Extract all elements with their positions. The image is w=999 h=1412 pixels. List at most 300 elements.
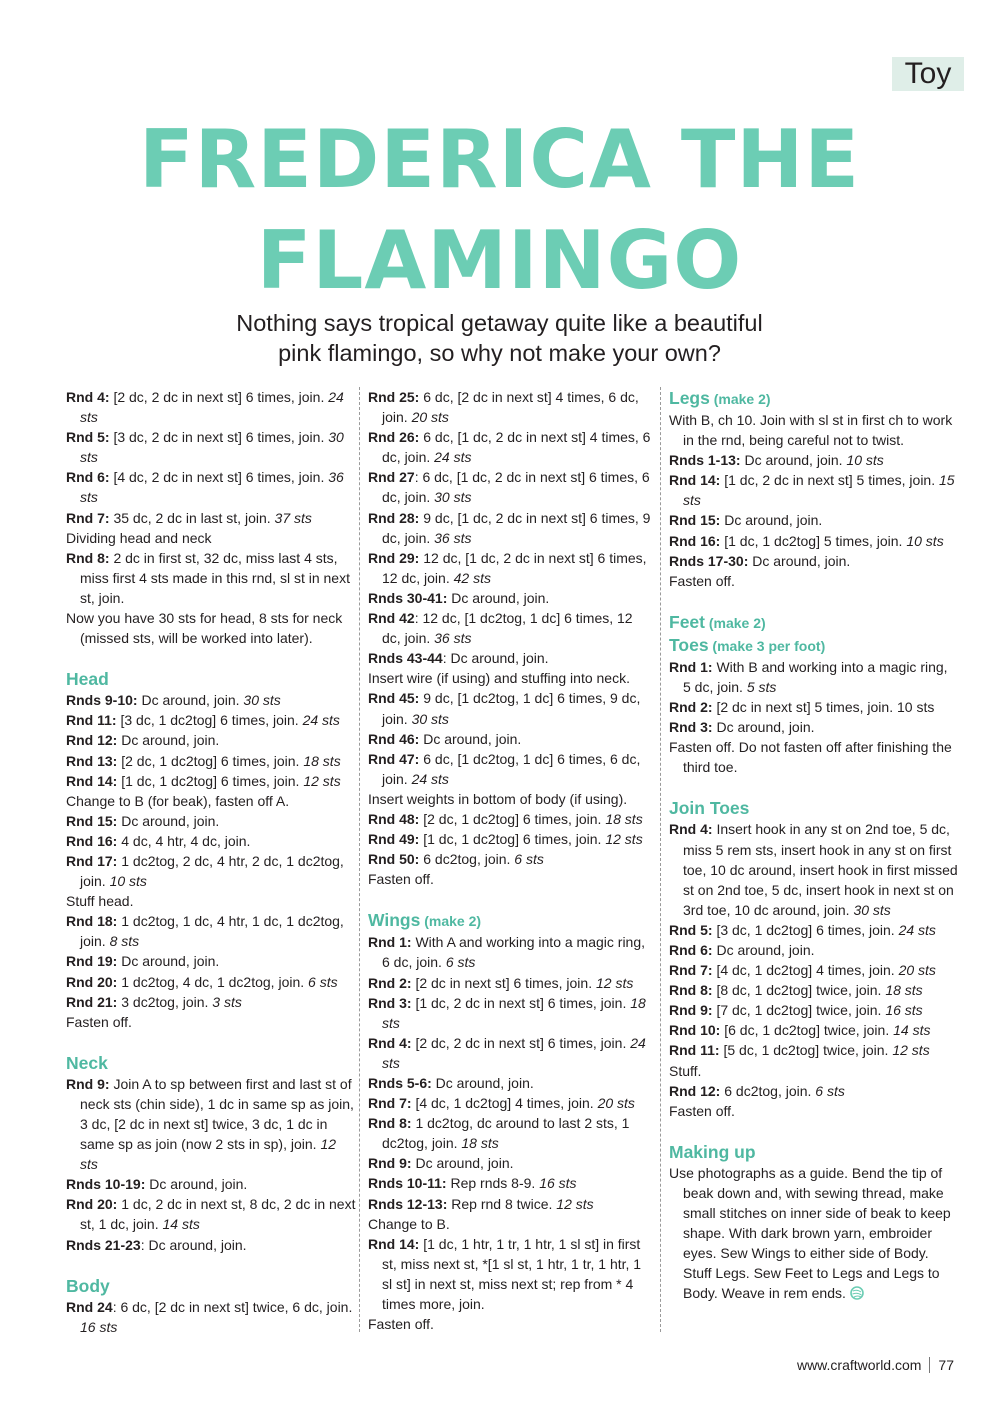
instruction-text: 1 dc, 2 dc in next st, 8 dc, 2 dc in next st, 1 dc, join. xyxy=(80,1196,356,1233)
pattern-row xyxy=(669,960,959,980)
instruction-text: 1 dc2tog, 2 dc, 4 htr, 2 dc, 1 dc2tog, join. xyxy=(80,852,344,890)
instruction-text: : Dc around, join. xyxy=(442,650,549,667)
instruction-text: [5 dc, 1 dc2tog] twice, join. xyxy=(719,1042,893,1059)
stitch-count: 18 sts xyxy=(461,1135,499,1152)
stitch-count: 30 sts xyxy=(80,429,344,466)
pattern-row xyxy=(669,571,959,591)
round-label: Rnd 49: xyxy=(368,831,420,848)
stitch-count: 24 sts xyxy=(434,449,472,466)
stitch-count: 24 sts xyxy=(411,770,449,787)
round-label: Rnd 1: xyxy=(368,934,412,951)
round-label: Rnds 10-19: xyxy=(66,1176,146,1193)
round-label: Rnd 12: xyxy=(66,732,118,749)
instruction-text: Dc around, join. xyxy=(419,730,522,747)
instruction-text: [2 dc in next st] 5 times, join. 10 sts xyxy=(712,699,935,716)
pattern-row xyxy=(669,717,959,737)
section-heading-note: (make 3 per foot) xyxy=(708,637,826,654)
pattern-row xyxy=(368,993,653,1033)
stitch-count: 12 sts xyxy=(595,974,634,991)
stitch-count: 12 sts xyxy=(556,1195,594,1212)
footer-website[interactable]: www.craftworld.com xyxy=(796,1357,922,1373)
pattern-row xyxy=(66,811,356,831)
pattern-row xyxy=(368,809,653,829)
stitch-count: 20 sts xyxy=(597,1095,635,1112)
instruction-text: [3 dc, 1 dc2tog] 6 times, join. xyxy=(712,921,899,938)
instruction-text: 9 dc, [1 dc, 2 dc in next st] 6 times, 9 dc, join. xyxy=(382,509,651,546)
round-label: Rnds 9-10: xyxy=(66,692,138,709)
section-tag: Toy xyxy=(892,57,964,91)
stitch-count: 24 sts xyxy=(382,1034,646,1071)
pattern-row xyxy=(66,690,356,710)
instruction-text: 12 dc, [1 dc, 2 dc in next st] 6 times, 12 dc, join. xyxy=(382,549,647,586)
stitch-count: 20 sts xyxy=(411,409,449,426)
instruction-text: [1 dc, 1 htr, 1 tr, 1 htr, 1 sl st] in first st, miss next st, *[1 sl st, 1 htr, 1 tr, 1 htr, 1 sl st] in next st, miss next st; rep from * 4 times more, join. xyxy=(382,1235,642,1313)
round-label: Rnd 8: xyxy=(669,982,713,999)
instruction-text: Insert wire (if using) and stuffing into neck. xyxy=(368,670,630,687)
instruction-text: [3 dc, 2 dc in next st] 6 times, join. xyxy=(109,429,329,446)
round-label: Rnd 5: xyxy=(66,429,110,446)
stitch-count: 8 sts xyxy=(109,933,140,950)
round-label: Rnd 9: xyxy=(669,1002,713,1019)
footer-separator xyxy=(929,1357,930,1373)
instruction-text: Dc around, join. xyxy=(712,941,815,958)
instruction-text: Change to B (for beak), fasten off A. xyxy=(66,792,290,809)
pattern-row xyxy=(66,508,356,528)
column-1 xyxy=(66,387,356,1337)
round-label: Rnd 7: xyxy=(66,509,110,526)
round-label: Rnd 4: xyxy=(669,821,713,838)
pattern-row xyxy=(368,588,653,608)
instruction-text: Dc around, join. xyxy=(712,719,815,736)
instruction-text: [2 dc, 1 dc2tog] 6 times, join. xyxy=(117,752,304,769)
instruction-text: Fasten off. xyxy=(368,1316,434,1333)
pattern-row xyxy=(368,508,653,548)
stitch-count: 6 sts xyxy=(514,851,544,868)
round-label: Rnd 4: xyxy=(66,389,110,405)
round-label: Rnd 18: xyxy=(66,913,118,930)
instruction-text: [6 dc, 1 dc2tog] twice, join. xyxy=(720,1022,894,1039)
instruction-text: Use photographs as a guide. Bend the tip of beak down and, with sewing thread, make small stitches on inner side of beak to keep shape. With dark brown yarn, embroider eyes. Sew Wings to either side of Body. Stuff Legs. Sew Feet to Legs and Legs to Body. Weave in rem ends. xyxy=(669,1164,951,1302)
pattern-row xyxy=(66,427,356,467)
stitch-count: 6 sts xyxy=(308,973,338,990)
pattern-row xyxy=(66,710,356,730)
round-label: Rnd 6: xyxy=(66,469,110,486)
stitch-count: 12 sts xyxy=(303,772,341,789)
round-label: Rnd 7: xyxy=(669,962,713,979)
stitch-count: 30 sts xyxy=(434,489,472,506)
pattern-row xyxy=(669,1000,959,1020)
pattern-row xyxy=(66,831,356,851)
instruction-text: Stuff head. xyxy=(66,893,134,910)
section-heading-note: (make 2) xyxy=(709,391,771,407)
round-label: Rnd 6: xyxy=(669,941,713,958)
title-line-1: FREDERICA THE xyxy=(139,113,860,206)
section-heading-text: Feet xyxy=(669,611,705,632)
standfirst-line-1: Nothing says tropical getaway quite like a beautiful xyxy=(236,310,763,336)
pattern-row xyxy=(368,1173,653,1193)
pattern-row xyxy=(368,688,653,728)
pattern-row xyxy=(368,789,653,809)
stitch-count: 16 sts xyxy=(539,1175,577,1192)
pattern-row xyxy=(669,1061,959,1081)
round-label: Rnd 16: xyxy=(669,532,721,549)
instruction-text: Join A to sp between first and last st of neck sts (chin side), 1 dc in same sp as join, 3 dc, [2 dc in next st] twice, 3 dc, 1 dc in same sp as join (now 2 sts in sp), join. xyxy=(80,1075,354,1153)
instruction-text: [4 dc, 1 dc2tog] 4 times, join. xyxy=(712,962,899,979)
section-heading xyxy=(669,611,959,634)
instruction-text: Dc around, join. xyxy=(748,552,851,569)
round-label: Rnd 15: xyxy=(669,512,721,529)
pattern-row xyxy=(368,1033,653,1073)
instruction-text: Fasten off. Do not fasten off after finishing the third toe. xyxy=(669,739,952,776)
round-label: Rnd 2: xyxy=(368,974,412,991)
round-label: Rnd 42 xyxy=(368,610,415,627)
round-label: Rnd 5: xyxy=(669,921,713,938)
round-label: Rnd 25: xyxy=(368,389,420,405)
pattern-row xyxy=(66,1174,356,1194)
pattern-row xyxy=(368,729,653,749)
stitch-count: 30 sts xyxy=(411,710,449,727)
standfirst xyxy=(0,308,999,368)
instruction-text: Insert hook in any st on 2nd toe, 5 dc, miss 5 rem sts, insert hook in any st on first toe, 10 dc around, insert hook in first missed st on 2nd toe, 5 dc, insert hook in next st on 3rd toe, 10 dc around, join. xyxy=(683,821,958,918)
pattern-row xyxy=(368,1153,653,1173)
stitch-count: 12 sts xyxy=(892,1042,930,1059)
round-label: Rnd 26: xyxy=(368,429,420,446)
yarn-ball-end-icon xyxy=(850,1286,864,1300)
pattern-row xyxy=(66,992,356,1012)
instruction-text: Dc around, join. xyxy=(117,953,220,970)
round-label: Rnds 17-30: xyxy=(669,552,749,569)
round-label: Rnds 1-13: xyxy=(669,452,741,469)
round-label: Rnd 21: xyxy=(66,993,118,1010)
pattern-row xyxy=(368,749,653,789)
pattern-row xyxy=(669,940,959,960)
round-label: Rnd 11: xyxy=(66,712,117,729)
stitch-count: 24 sts xyxy=(898,921,936,938)
section-heading-text: Toes xyxy=(669,634,709,655)
pattern-row xyxy=(368,1093,653,1113)
pattern-row xyxy=(669,657,959,697)
round-label: Rnd 10: xyxy=(669,1022,721,1039)
pattern-row xyxy=(669,551,959,571)
stitch-count: 10 sts xyxy=(846,452,884,469)
stitch-count: 15 sts xyxy=(683,472,955,509)
pattern-row xyxy=(368,648,653,668)
round-label: Rnd 9: xyxy=(368,1155,412,1172)
round-label: Rnd 8: xyxy=(368,1115,412,1132)
instruction-text: With B and working into a magic ring, 5 dc, join. xyxy=(683,658,948,695)
pattern-row xyxy=(669,410,959,450)
pattern-row xyxy=(66,791,356,811)
section-heading xyxy=(66,1052,356,1074)
instruction-text: [2 dc, 2 dc in next st] 6 times, join. xyxy=(411,1034,631,1051)
round-label: Rnds 12-13: xyxy=(368,1195,448,1212)
round-label: Rnd 7: xyxy=(368,1095,412,1112)
stitch-count: 14 sts xyxy=(162,1216,200,1233)
pattern-row xyxy=(669,980,959,1000)
instruction-text: Dc around, join. xyxy=(411,1155,514,1172)
pattern-row xyxy=(669,737,959,777)
pattern-row xyxy=(669,1020,959,1040)
pattern-row xyxy=(66,387,356,427)
instruction-text: 4 dc, 4 htr, 4 dc, join. xyxy=(117,832,251,849)
pattern-row xyxy=(66,751,356,771)
round-label: Rnds 30-41: xyxy=(368,589,448,606)
instruction-text: Dc around, join. xyxy=(117,812,220,829)
instruction-text: Now you have 30 sts for head, 8 sts for neck (missed sts, will be worked into later). xyxy=(66,610,343,647)
round-label: Rnd 48: xyxy=(368,810,420,827)
instruction-text: 1 dc2tog, 4 dc, 1 dc2tog, join. xyxy=(117,973,309,990)
stitch-count: 42 sts xyxy=(453,569,491,586)
pattern-row xyxy=(669,1040,959,1060)
pattern-row xyxy=(368,932,653,972)
instruction-text: [2 dc in next st] 6 times, join. xyxy=(411,974,596,991)
pattern-row xyxy=(368,608,653,648)
stitch-count: 36 sts xyxy=(434,529,472,546)
pattern-row xyxy=(368,1214,653,1234)
round-label: Rnd 12: xyxy=(669,1082,721,1099)
instruction-text: 6 dc, [1 dc, 2 dc in next st] 4 times, 6 dc, join. xyxy=(382,429,651,466)
stitch-count: 18 sts xyxy=(303,752,341,769)
pattern-row xyxy=(66,1194,356,1234)
round-label: Rnd 1: xyxy=(669,658,713,675)
pattern-row xyxy=(66,730,356,750)
section-heading-text: Join Toes xyxy=(669,798,750,819)
stitch-count: 10 sts xyxy=(109,873,147,890)
pattern-row xyxy=(368,829,653,849)
pattern-row xyxy=(669,1163,959,1304)
instruction-text: 6 dc2tog, join. xyxy=(720,1082,816,1099)
section-heading-text: Neck xyxy=(66,1052,108,1073)
instruction-text: : 6 dc, [2 dc in next st] twice, 6 dc, join. xyxy=(112,1298,353,1315)
instruction-text: [1 dc, 2 dc in next st] 5 times, join. xyxy=(720,472,939,489)
round-label: Rnd 20: xyxy=(66,973,118,990)
pattern-row xyxy=(669,819,959,919)
pattern-row xyxy=(66,851,356,891)
pattern-row xyxy=(368,548,653,588)
round-label: Rnd 19: xyxy=(66,953,118,970)
section-heading-text: Head xyxy=(66,669,109,690)
pattern-row xyxy=(368,1113,653,1153)
pattern-row xyxy=(669,470,959,510)
pattern-row xyxy=(66,1012,356,1032)
column-3 xyxy=(669,387,959,1303)
pattern-row xyxy=(669,1081,959,1101)
standfirst-line-2: pink flamingo, so why not make your own? xyxy=(278,340,721,366)
round-label: Rnd 46: xyxy=(368,730,420,747)
section-heading xyxy=(66,668,356,690)
pattern-row xyxy=(66,1074,356,1174)
column-divider xyxy=(359,387,360,1332)
stitch-count: 18 sts xyxy=(885,982,923,999)
instruction-text: With B, ch 10. Join with sl st in first ch to work in the rnd, being careful not to twist. xyxy=(669,412,953,449)
stitch-count: 3 sts xyxy=(212,993,242,1010)
pattern-row xyxy=(66,467,356,507)
stitch-count: 24 sts xyxy=(302,712,340,729)
stitch-count: 10 sts xyxy=(906,532,944,549)
instruction-text: 6 dc, [2 dc in next st] 4 times, 6 dc, join. xyxy=(382,389,639,426)
round-label: Rnds 10-11: xyxy=(368,1175,447,1192)
instruction-text: Dc around, join. xyxy=(447,589,550,606)
pattern-row xyxy=(368,668,653,688)
instruction-text: 2 dc in first st, 32 dc, miss last 4 sts, miss first 4 sts made in this rnd, sl st in next st, join. xyxy=(80,549,350,606)
pattern-row xyxy=(66,1297,356,1337)
stitch-count: 24 sts xyxy=(80,389,344,426)
instruction-text: [1 dc, 1 dc2tog] 6 times, join. xyxy=(419,831,606,848)
stitch-count: 36 sts xyxy=(80,469,344,506)
section-heading-text: Wings xyxy=(368,910,421,931)
pattern-row xyxy=(66,548,356,608)
stitch-count: 5 sts xyxy=(746,678,777,695)
section-heading xyxy=(669,797,959,819)
instruction-text: Dc around, join. xyxy=(431,1075,534,1091)
round-label: Rnd 47: xyxy=(368,750,420,767)
stitch-count: 36 sts xyxy=(434,630,472,647)
instruction-text: : 6 dc, [1 dc, 2 dc in next st] 6 times, 6 dc, join. xyxy=(382,469,650,506)
section-heading-text: Making up xyxy=(669,1141,756,1162)
round-label: Rnd 50: xyxy=(368,851,420,868)
stitch-count: 12 sts xyxy=(605,831,643,848)
pattern-row xyxy=(368,849,653,869)
pattern-row xyxy=(669,1101,959,1121)
section-heading xyxy=(66,1275,356,1297)
instruction-text: [8 dc, 1 dc2tog] twice, join. xyxy=(712,982,886,999)
instruction-text: Fasten off. xyxy=(368,871,434,888)
pattern-row xyxy=(66,972,356,992)
instruction-text: [4 dc, 1 dc2tog] 4 times, join. xyxy=(411,1095,598,1112)
instruction-text: Stuff. xyxy=(669,1062,702,1079)
pattern-row xyxy=(669,697,959,717)
instruction-text: Dividing head and neck xyxy=(66,529,212,546)
instruction-text: [1 dc, 1 dc2tog] 6 times, join. xyxy=(117,772,304,789)
pattern-row xyxy=(66,911,356,951)
stitch-count: 16 sts xyxy=(80,1318,118,1335)
instruction-text: Dc around, join. xyxy=(740,452,847,469)
section-heading-note: (make 2) xyxy=(704,614,766,631)
stitch-count: 30 sts xyxy=(853,901,891,918)
section-heading-note: (make 2) xyxy=(420,913,482,930)
round-label: Rnd 16: xyxy=(66,832,118,849)
stitch-count: 6 sts xyxy=(445,954,476,971)
pattern-row xyxy=(669,920,959,940)
pattern-row xyxy=(669,531,959,551)
round-label: Rnd 20: xyxy=(66,1196,118,1213)
title-line-2: FLAMINGO xyxy=(256,214,743,307)
round-label: Rnd 8: xyxy=(66,549,110,566)
instruction-text: 1 dc2tog, 1 dc, 4 htr, 1 dc, 1 dc2tog, join. xyxy=(80,913,344,950)
stitch-count: 12 sts xyxy=(80,1136,337,1173)
pattern-row xyxy=(368,467,653,507)
instruction-text: Insert weights in bottom of body (if using). xyxy=(368,790,628,807)
instruction-text: Change to B. xyxy=(368,1215,450,1232)
pattern-row xyxy=(66,771,356,791)
pattern-row xyxy=(669,510,959,530)
round-label: Rnd 14: xyxy=(66,772,118,789)
round-label: Rnd 24 xyxy=(66,1298,113,1315)
instruction-text: Dc around, join. xyxy=(117,732,220,749)
round-label: Rnds 43-44 xyxy=(368,650,443,667)
pattern-row xyxy=(368,1234,653,1314)
instruction-text: 35 dc, 2 dc in last st, join. xyxy=(109,509,275,526)
round-label: Rnds 5-6: xyxy=(368,1075,432,1091)
instruction-text: : 12 dc, [1 dc2tog, 1 dc] 6 times, 12 dc, join. xyxy=(382,610,633,647)
pattern-row xyxy=(66,608,356,648)
instruction-text: Rep rnd 8 twice. xyxy=(447,1195,557,1212)
stitch-count: 18 sts xyxy=(382,994,646,1031)
stitch-count: 16 sts xyxy=(885,1002,923,1019)
section-heading xyxy=(669,387,959,410)
instruction-text: [1 dc, 2 dc in next st] 6 times, join. xyxy=(411,994,631,1011)
section-heading xyxy=(669,1141,959,1163)
instruction-text: With A and working into a magic ring, 6 dc, join. xyxy=(382,934,646,971)
column-divider xyxy=(660,387,661,1332)
round-label: Rnd 27 xyxy=(368,469,415,486)
instruction-text: [2 dc, 2 dc in next st] 6 times, join. xyxy=(109,389,329,405)
instruction-text: 9 dc, [1 dc2tog, 1 dc] 6 times, 9 dc, join. xyxy=(382,690,641,727)
instruction-text: 6 dc2tog, join. xyxy=(419,851,515,868)
instruction-text: Fasten off. xyxy=(669,572,735,589)
round-label: Rnd 9: xyxy=(66,1075,110,1092)
pattern-row xyxy=(368,1314,653,1334)
pattern-row xyxy=(66,1235,356,1255)
instruction-text: Fasten off. xyxy=(669,1102,735,1119)
instruction-text: : Dc around, join. xyxy=(140,1236,247,1253)
instruction-text: [2 dc, 1 dc2tog] 6 times, join. xyxy=(419,810,606,827)
stitch-count: 6 sts xyxy=(815,1082,845,1099)
stitch-count: 37 sts xyxy=(274,509,312,526)
instruction-text: [7 dc, 1 dc2tog] twice, join. xyxy=(712,1002,886,1019)
instruction-text: 1 dc2tog, dc around to last 2 sts, 1 dc2tog, join. xyxy=(382,1115,630,1152)
instruction-text: [1 dc, 1 dc2tog] 5 times, join. xyxy=(720,532,907,549)
pattern-row xyxy=(368,1073,653,1093)
pattern-row xyxy=(66,528,356,548)
round-label: Rnd 17: xyxy=(66,852,118,869)
round-label: Rnd 2: xyxy=(669,699,713,716)
pattern-row xyxy=(368,387,653,427)
instruction-text: Dc around, join. xyxy=(137,692,244,709)
round-label: Rnd 3: xyxy=(669,719,713,736)
round-label: Rnd 29: xyxy=(368,549,420,566)
instruction-text: Rep rnds 8-9. xyxy=(446,1175,540,1192)
round-label: Rnd 11: xyxy=(669,1042,720,1059)
instruction-text: 3 dc2tog, join. xyxy=(117,993,213,1010)
round-label: Rnd 4: xyxy=(368,1034,412,1051)
page-number: 77 xyxy=(938,1357,954,1373)
instruction-text: Fasten off. xyxy=(66,1013,132,1030)
round-label: Rnd 14: xyxy=(368,1235,420,1252)
pattern-row xyxy=(66,951,356,971)
instruction-text: [3 dc, 1 dc2tog] 6 times, join. xyxy=(116,712,303,729)
round-label: Rnd 3: xyxy=(368,994,412,1011)
round-label: Rnd 28: xyxy=(368,509,420,526)
instruction-text: Dc around, join. xyxy=(145,1176,248,1193)
stitch-count: 30 sts xyxy=(243,692,281,709)
instruction-text: 6 dc, [1 dc2tog, 1 dc] 6 times, 6 dc, join. xyxy=(382,750,641,787)
round-label: Rnd 13: xyxy=(66,752,118,769)
instruction-text: Dc around, join. xyxy=(720,512,823,529)
pattern-row xyxy=(368,427,653,467)
stitch-count: 20 sts xyxy=(898,962,936,979)
section-heading-text: Body xyxy=(66,1275,110,1296)
instruction-text: [4 dc, 2 dc in next st] 6 times, join. xyxy=(109,469,329,486)
stitch-count: 14 sts xyxy=(893,1022,931,1039)
pattern-row xyxy=(368,973,653,993)
round-label: Rnd 15: xyxy=(66,812,118,829)
column-2 xyxy=(368,387,653,1334)
page-footer xyxy=(797,1357,954,1373)
pattern-row xyxy=(368,869,653,889)
section-heading xyxy=(669,634,959,657)
pattern-row xyxy=(368,1194,653,1214)
